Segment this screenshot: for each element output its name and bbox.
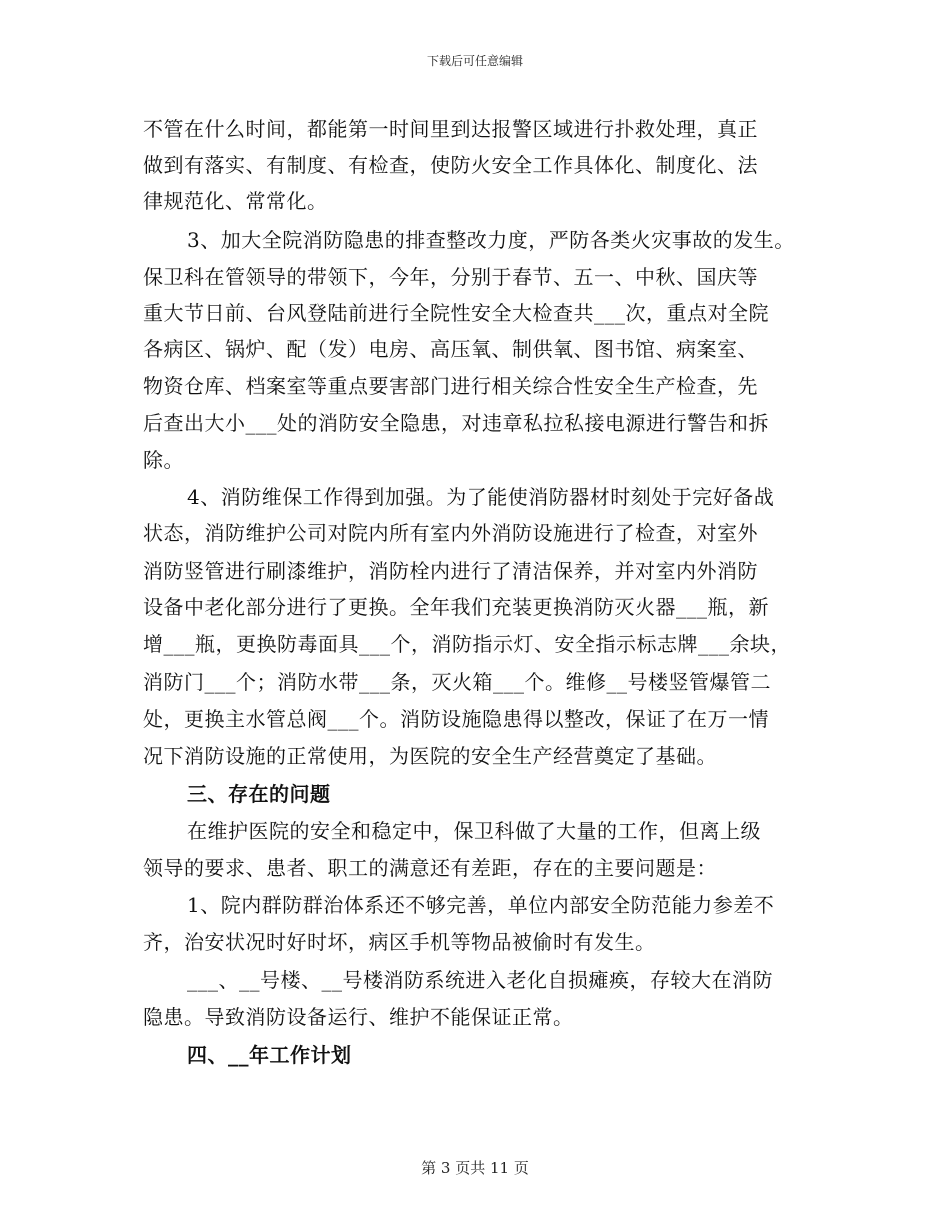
section-heading: 四、__年工作计划 [187,1043,352,1067]
text-line: 律规范化、常常化。 [143,189,328,213]
text-line: 领导的要求、患者、职工的满意还有差距，存在的主要问题是： [143,856,717,880]
text-line: 设备中老化部分进行了更换。全年我们充装更换消防灭火器___瓶，新 [143,595,769,619]
text-line: 除。 [143,448,184,472]
text-line: 消防竖管进行刷漆维护，消防栓内进行了清洁保养，并对室内外消防 [143,559,758,583]
text-line: 重大节日前、台风登陆前进行全院性安全大检查共___次，重点对全院 [143,301,769,325]
text-line: 齐，治安状况时好时坏，病区手机等物品被偷时有发生。 [143,930,656,954]
text-line: 在维护医院的安全和稳定中，保卫科做了大量的工作，但离上级 [187,819,761,843]
text-line: 消防门___个；消防水带___条，灭火箱___个。维修__号楼竖管爆管二 [143,670,771,694]
text-line: 后查出大小___处的消防安全隐患，对违章私拉私接电源进行警告和拆 [143,411,769,435]
text-line: 做到有落实、有制度、有检查，使防火安全工作具体化、制度化、法 [143,153,758,177]
text-line: ___、__号楼、__号楼消防系统进入老化自损瘫痪，存较大在消防 [187,968,773,992]
text-line: 不管在什么时间，都能第一时间里到达报警区域进行扑救处理，真正 [143,117,758,141]
text-line: 保卫科在管领导的带领下，今年，分别于春节、五一、中秋、国庆等 [143,265,758,289]
text-line: 处，更换主水管总阀___个。消防设施隐患得以整改，保证了在万一情 [143,707,769,731]
text-line: 况下消防设施的正常使用，为医院的安全生产经营奠定了基础。 [143,744,717,768]
text-line: 隐患。导致消防设备运行、维护不能保证正常。 [143,1005,574,1029]
page-footer: 第 3 页共 11 页 [421,1159,529,1177]
text-line: 物资仓库、档案室等重点要害部门进行相关综合性安全生产检查，先 [143,374,758,398]
text-line: 1、院内群防群治体系还不够完善，单位内部安全防范能力参差不 [187,893,775,917]
text-line: 状态，消防维护公司对院内所有室内外消防设施进行了检查，对室外 [143,521,758,545]
page-header: 下载后可任意编辑 [426,54,523,68]
text-line: 3、加大全院消防隐患的排查整改力度，严防各类火灾事故的发生。 [187,228,795,252]
text-line: 增___瓶，更换防毒面具___个，消防指示灯、安全指示标志牌___余块， [143,632,791,656]
text-line: 各病区、锅炉、配（发）电房、高压氧、制供氧、图书馆、病案室、 [143,337,758,361]
section-heading: 三、存在的问题 [187,782,331,806]
text-line: 4、消防维保工作得到加强。为了能使消防器材时刻处于完好备战 [187,485,775,509]
